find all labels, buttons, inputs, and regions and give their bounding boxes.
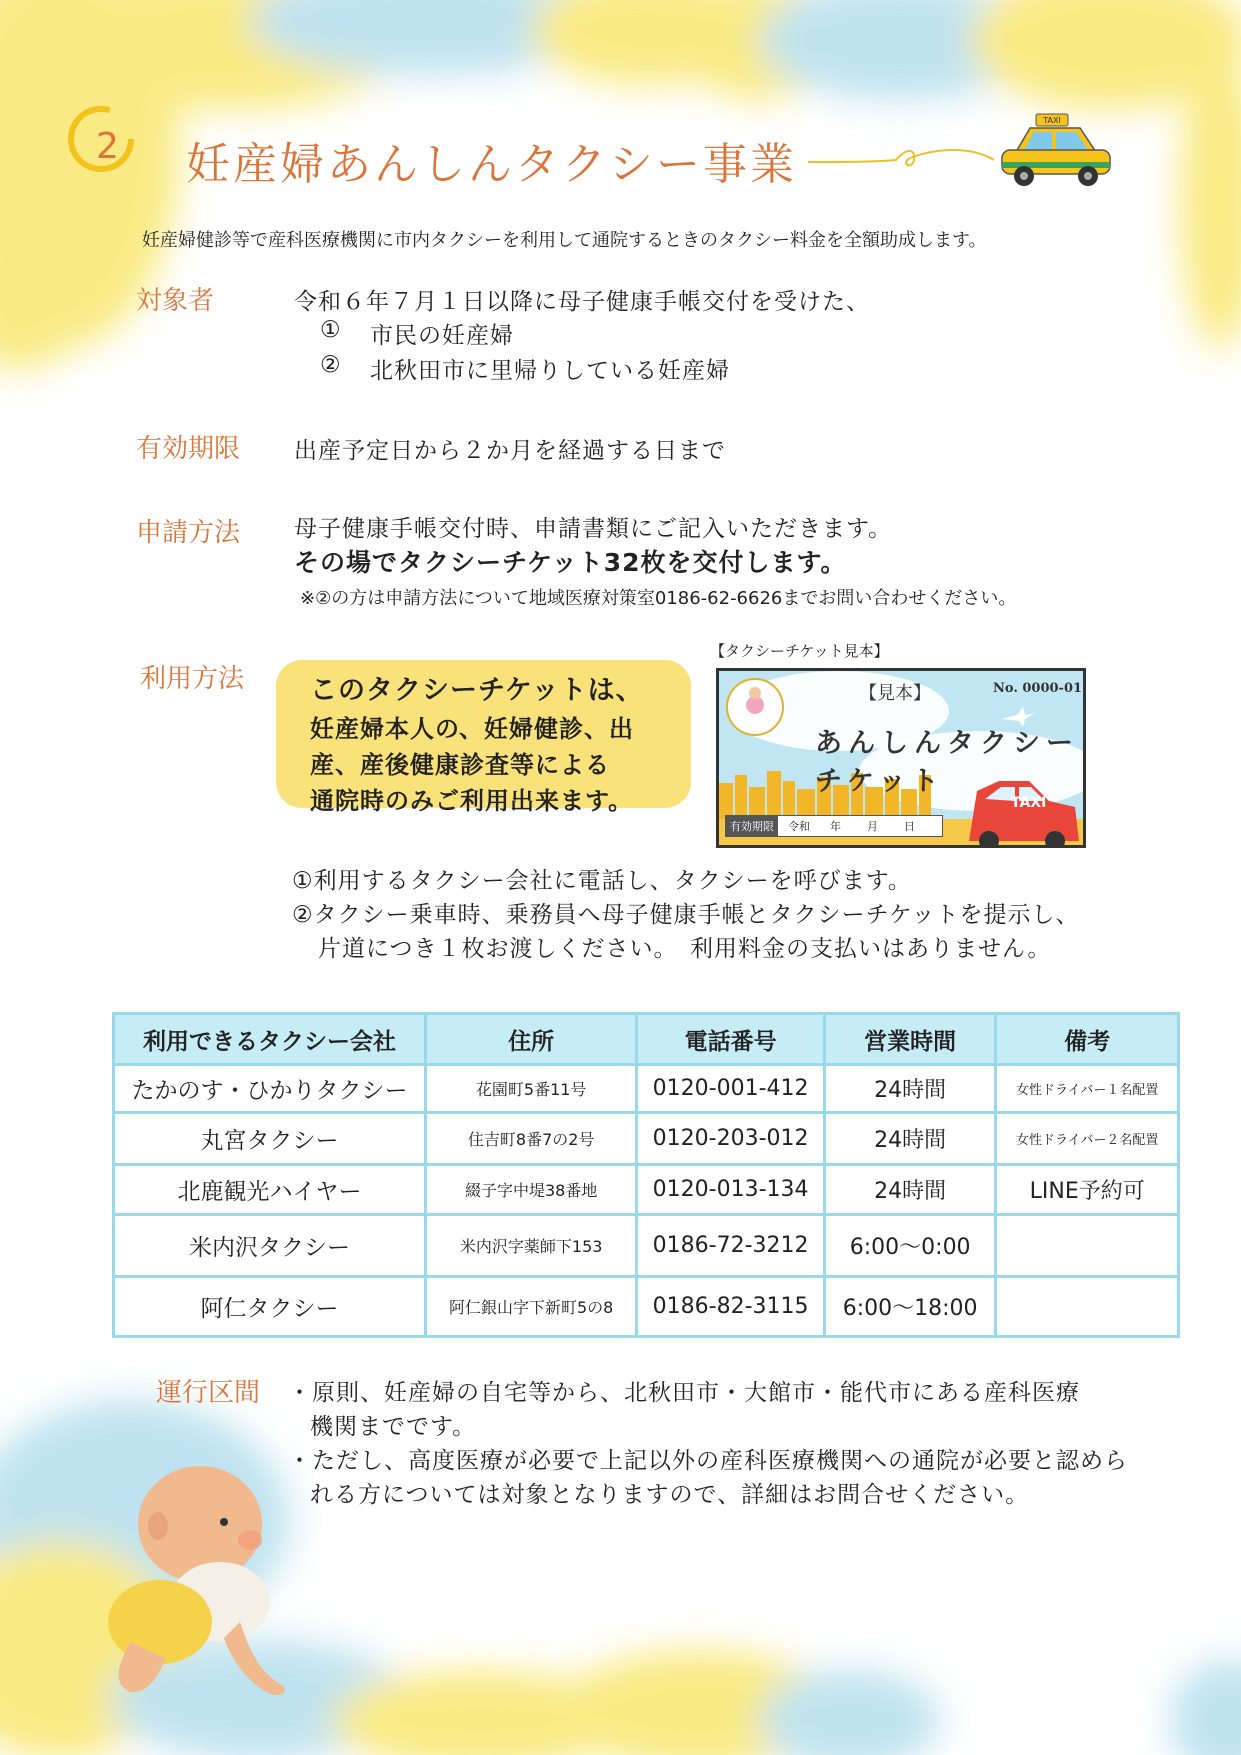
company-phone: 0186-72-3212: [637, 1215, 825, 1277]
route-label: 運行区間: [156, 1378, 261, 1408]
ticket-valid-label: 有効期限: [726, 815, 778, 837]
apply-line1: 母子健康手帳交付時、申請書類にご記入いただきます。: [294, 516, 893, 542]
apply-line2: その場でタクシーチケット32枚を交付します。: [294, 548, 847, 577]
header-notes: 備考: [996, 1014, 1179, 1065]
target-line1: 令和６年７月１日以降に母子健康手帳交付を受けた、: [294, 289, 870, 315]
company-hours: 6:00～18:00: [824, 1277, 996, 1337]
route-line1: ・原則、妊産婦の自宅等から、北秋田市・大館市・能代市にある産科医療: [288, 1380, 1080, 1406]
table-header-row: [114, 1014, 1179, 1065]
company-hours: 24時間: [824, 1065, 996, 1113]
usage-label: 利用方法: [140, 664, 245, 694]
route-line2: ・ただし、高度医療が必要で上記以外の産科医療機関への通院が必要と認めら: [288, 1448, 1128, 1474]
target-item1-mark: ①: [320, 317, 342, 343]
usage-box-line4: 通院時のみご利用出来ます。: [310, 787, 634, 815]
ticket-validity-row: [725, 815, 943, 837]
route-line1b: 機関までです。: [310, 1414, 477, 1440]
company-notes: [996, 1215, 1179, 1277]
usage-box-line1: このタクシーチケットは、: [310, 675, 644, 706]
route-line2b: れる方については対象となりますので、詳細はお問合せください。: [310, 1482, 1030, 1508]
company-phone: 0186-82-3115: [637, 1277, 825, 1337]
ticket-caption: 【タクシーチケット見本】: [710, 642, 889, 660]
usage-box-line3: 産、産後健康診査等による: [310, 751, 610, 779]
squiggle-decoration-icon: [806, 138, 996, 178]
header-phone: 電話番号: [637, 1014, 825, 1065]
intro-text: 妊産婦健診等で産科医療機関に市内タクシーを利用して通院するときのタクシー料金を全額助成します。: [142, 230, 987, 251]
company-phone: 0120-013-134: [637, 1165, 825, 1215]
table-row: [114, 1113, 1179, 1165]
company-notes: LINE予約可: [996, 1165, 1179, 1215]
ticket-era: 令和: [788, 820, 810, 833]
target-label: 対象者: [136, 286, 215, 316]
period-label: 有効期限: [136, 434, 241, 464]
company-address: 綴子字中堤38番地: [426, 1165, 637, 1215]
company-phone: 0120-203-012: [637, 1113, 825, 1165]
company-notes: [996, 1277, 1179, 1337]
ticket-title-line2: チケット: [815, 766, 945, 797]
company-name: 米内沢タクシー: [114, 1215, 426, 1277]
ticket-sample-mark: 【見本】: [859, 683, 931, 704]
ticket-number: No. 0000-01: [993, 681, 1083, 696]
usage-box-line2: 妊産婦本人の、妊婦健診、出: [310, 715, 635, 743]
crawling-baby-illustration: [100, 1462, 290, 1702]
target-item1: 市民の妊産婦: [370, 323, 514, 349]
ticket-day: 日: [904, 820, 915, 833]
header-address: 住所: [426, 1014, 637, 1065]
company-name: たかのす・ひかりタクシー: [114, 1065, 426, 1113]
table-row: [114, 1277, 1179, 1337]
company-name: 北鹿観光ハイヤー: [114, 1165, 426, 1215]
usage-notice-box: [276, 660, 691, 815]
company-address: 米内沢字薬師下153: [426, 1215, 637, 1277]
svg-text:TAXI: TAXI: [1043, 116, 1061, 125]
taxi-company-table: [112, 1012, 1180, 1338]
company-notes: 女性ドライバー２名配置: [996, 1113, 1179, 1165]
company-address: 阿仁銀山字下新町5の8: [426, 1277, 637, 1337]
target-item2-mark: ②: [320, 352, 342, 378]
usage-step1: ①利用するタクシー会社に電話し、タクシーを呼びます。: [292, 868, 912, 894]
company-notes: 女性ドライバー１名配置: [996, 1065, 1179, 1113]
apply-note: ※②の方は申請方法について地域医療対策室0186-62-6626までお問い合わせください。: [300, 588, 1017, 609]
page-title: 妊産婦あんしんタクシー事業: [186, 139, 797, 190]
table-row: [114, 1165, 1179, 1215]
company-name: 丸宮タクシー: [114, 1113, 426, 1165]
header-company: 利用できるタクシー会社: [114, 1014, 426, 1065]
apply-label: 申請方法: [136, 518, 241, 548]
target-item2: 北秋田市に里帰りしている妊産婦: [370, 358, 730, 384]
company-hours: 24時間: [824, 1165, 996, 1215]
usage-step2: ②タクシー乗車時、乗務員へ母子健康手帳とタクシーチケットを提示し、: [292, 902, 1080, 928]
company-hours: 6:00～0:00: [824, 1215, 996, 1277]
usage-step2b: 片道につき１枚お渡しください。 利用料金の支払いはありません。: [318, 936, 1052, 962]
company-hours: 24時間: [824, 1113, 996, 1165]
period-text: 出産予定日から２か月を経過する日まで: [294, 438, 726, 464]
ticket-month: 月: [867, 820, 878, 833]
company-phone: 0120-001-412: [637, 1065, 825, 1113]
company-address: 住吉町8番7の2号: [426, 1113, 637, 1165]
company-name: 阿仁タクシー: [114, 1277, 426, 1337]
ticket-taxi-label: TAXI: [1011, 795, 1047, 811]
table-row: [114, 1215, 1179, 1277]
ticket-sample: [716, 668, 1086, 848]
header-hours: 営業時間: [824, 1014, 996, 1065]
table-row: [114, 1065, 1179, 1113]
company-address: 花園町5番11号: [426, 1065, 637, 1113]
ticket-year: 年: [830, 820, 841, 833]
taxi-car-icon: [996, 112, 1116, 192]
ticket-title-line1: あんしんタクシー: [815, 728, 1079, 759]
section-number: 2: [96, 126, 119, 167]
